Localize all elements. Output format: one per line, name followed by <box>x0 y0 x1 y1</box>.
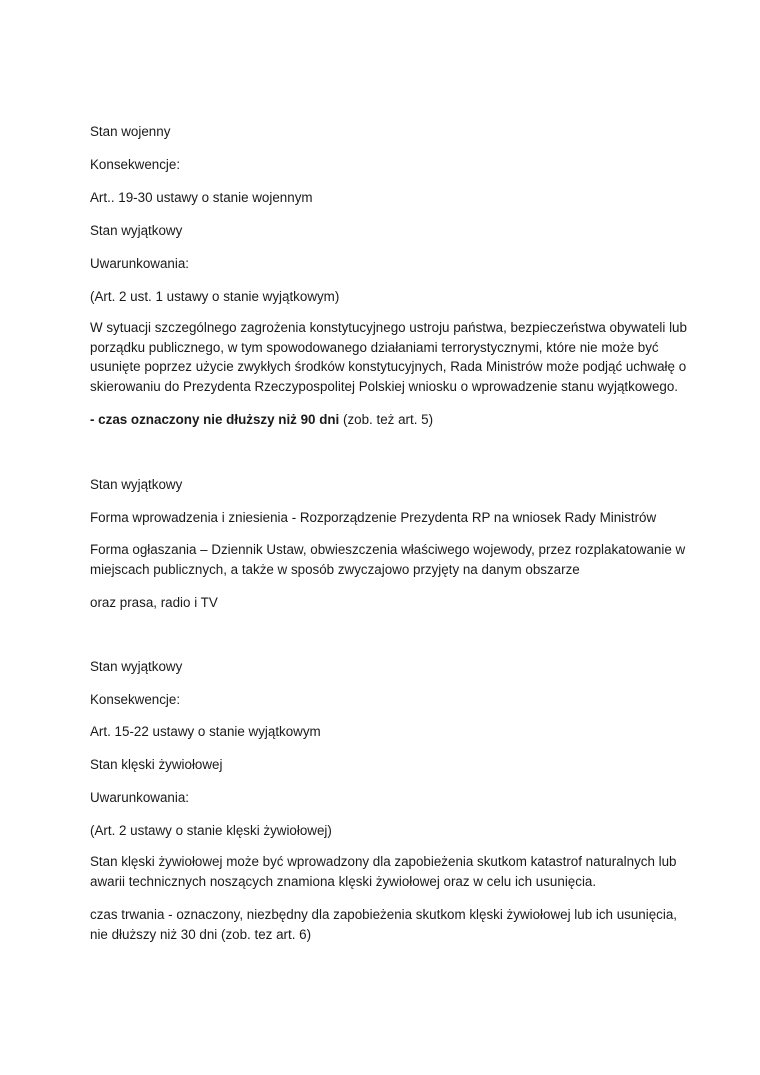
natural-disaster-conditions-ref: (Art. 2 ustawy o stanie klęski żywiołowej) <box>90 823 332 838</box>
state-of-emergency-consequences-ref: Art. 15-22 ustawy o stanie wyjątkowym <box>90 724 321 739</box>
paragraph-line: Stan klęski żywiołowej może być wprowadzony dla zapobieżenia skutkom katastrof naturalnych lub <box>90 854 677 869</box>
state-of-emergency-paragraph <box>90 318 690 396</box>
paragraph-line: Forma ogłaszania – Dziennik Ustaw, obwieszczenia właściwego wojewody, przez rozplakatowanie w <box>90 542 686 557</box>
natural-disaster-heading: Stan klęski żywiołowej <box>90 757 223 772</box>
form-of-introduction: Forma wprowadzenia i zniesienia - Rozporządzenie Prezydenta RP na wniosek Rady Ministrów <box>90 510 657 525</box>
paragraph-line: W sytuacji szczególnego zagrożenia konstytucyjnego ustroju państwa, bezpieczeństwa obywateli lub <box>90 320 687 335</box>
state-of-emergency-duration <box>90 410 690 430</box>
state-of-emergency-heading-2: Stan wyjątkowy <box>90 477 183 492</box>
state-of-emergency-consequences-label: Konsekwencje: <box>90 692 181 707</box>
state-of-emergency-conditions-ref: (Art. 2 ust. 1 ustawy o stanie wyjątkowym) <box>90 289 340 304</box>
state-of-emergency-conditions-label: Uwarunkowania: <box>90 256 189 271</box>
paragraph-line: nie dłuższy niż 30 dni (zob. tez art. 6) <box>90 926 312 942</box>
duration-reference-text: (zob. też art. 5) <box>339 412 434 427</box>
paragraph-line: awarii technicznych noszących znamiona klęski żywiołowej oraz w celu ich usunięcia. <box>90 873 597 889</box>
state-of-emergency-heading: Stan wyjątkowy <box>90 223 183 238</box>
form-of-announcement <box>90 540 690 579</box>
paragraph-line: czas trwania - oznaczony, niezbędny dla zapobieżenia skutkom klęski żywiołowej lub ich usunięcia, <box>90 907 678 922</box>
paragraph-line: usunięte poprzez użycie zwykłych środków konstytucyjnych, Rada Ministrów może podjąć uchwałę o <box>90 359 687 374</box>
paragraph-line: porządku publicznego, w tym spowodowanego działaniami terrorystycznymi, które nie może być <box>90 339 659 355</box>
natural-disaster-paragraph <box>90 852 690 891</box>
martial-law-heading: Stan wojenny <box>90 124 171 139</box>
paragraph-line: skierowaniu do Prezydenta Rzeczypospolitej Polskiej wniosku o wprowadzenie stanu wyjątkowego. <box>90 378 679 394</box>
media-announcement: oraz prasa, radio i TV <box>90 595 218 610</box>
paragraph-line: miejscach publicznych, a także w sposób zwyczajowo przyjęty na danym obszarze <box>90 561 580 577</box>
duration-bold-text: - czas oznaczony nie dłuższy niż 90 dni <box>90 412 340 427</box>
martial-law-consequences-ref: Art.. 19-30 ustawy o stanie wojennym <box>90 190 313 205</box>
natural-disaster-conditions-label: Uwarunkowania: <box>90 790 189 805</box>
natural-disaster-duration <box>90 905 690 944</box>
martial-law-consequences-label: Konsekwencje: <box>90 157 181 172</box>
state-of-emergency-heading-3: Stan wyjątkowy <box>90 659 183 674</box>
